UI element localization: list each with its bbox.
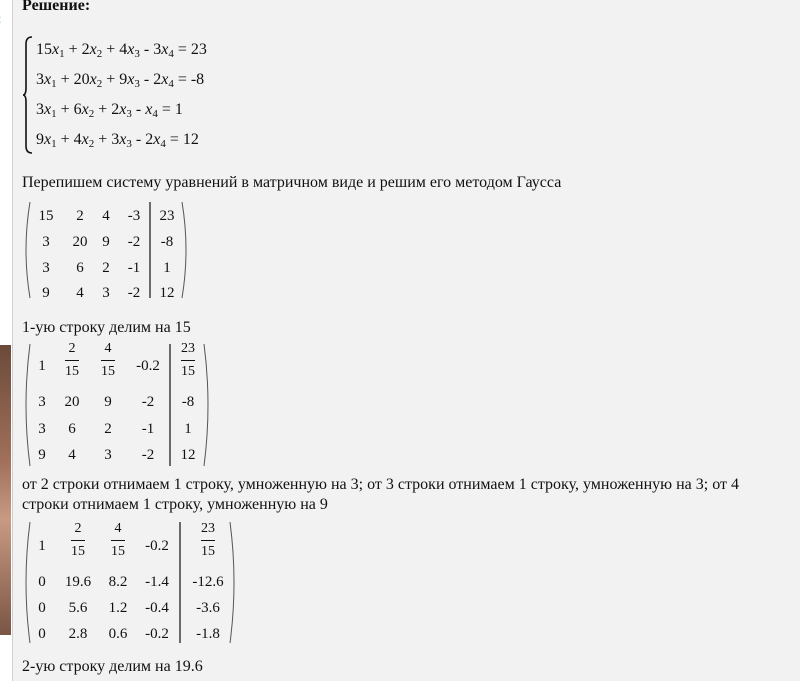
- matrix-initial: [22, 200, 190, 300]
- numerator: 2: [74, 521, 82, 536]
- matrix-cell: 2: [104, 421, 112, 437]
- equation-term: + 3: [94, 131, 120, 148]
- equation-term: - 3: [139, 41, 162, 58]
- variable-index: 3: [134, 48, 140, 60]
- system-brace: [22, 36, 34, 154]
- variable: x: [127, 41, 135, 58]
- matrix-cell: 2: [102, 260, 110, 276]
- matrix-cell-fraction: [201, 520, 215, 561]
- equation-term: - 2: [139, 71, 162, 88]
- matrix-cell: 3: [42, 234, 50, 250]
- matrix-cell: 3: [38, 421, 46, 437]
- variable: x: [44, 101, 52, 118]
- variable-index: 4: [168, 78, 174, 90]
- matrix-cell-fraction: [181, 340, 195, 381]
- denominator: 15: [181, 364, 195, 379]
- variable: x: [119, 101, 127, 118]
- matrix-cell: 20: [64, 394, 80, 410]
- equation-term: = 12: [165, 131, 199, 148]
- fraction-bar: [65, 360, 79, 361]
- equation-term: + 6: [56, 101, 82, 118]
- matrix-cell: 20: [72, 234, 88, 250]
- variable-index: 1: [51, 108, 57, 120]
- variable: x: [127, 71, 135, 88]
- denominator: 15: [201, 544, 215, 559]
- numerator: 23: [201, 521, 215, 536]
- variable: x: [44, 71, 52, 88]
- matrix-cell: -8: [181, 394, 195, 410]
- matrix-cell: 0: [38, 574, 46, 590]
- left-paren: [26, 522, 30, 643]
- denominator: 15: [111, 544, 125, 559]
- equation-term: + 9: [102, 71, 128, 88]
- matrix-cell: -1.8: [196, 626, 220, 642]
- matrix-cell: -0.2: [145, 538, 169, 554]
- variable: x: [145, 101, 153, 118]
- fraction-bar: [201, 540, 215, 541]
- profile-photo: [0, 345, 11, 635]
- step2-text-line2: строки отнимаем 1 строку, умноженную на 9: [22, 496, 328, 513]
- matrix-cell: 12: [159, 285, 175, 301]
- variable-index: 3: [126, 108, 132, 120]
- equation-term: + 2: [94, 101, 120, 118]
- matrix-cell: -2: [127, 234, 141, 250]
- matrix-cell: 1: [38, 538, 46, 554]
- equation-term: -: [131, 101, 146, 118]
- variable-index: 2: [88, 138, 95, 150]
- right-paren: [182, 202, 186, 298]
- matrix-cell: -1.4: [145, 574, 169, 590]
- matrix-cell: 3: [42, 260, 50, 276]
- variable: x: [161, 41, 169, 58]
- numerator: 4: [104, 341, 112, 356]
- equation-term: - 2: [131, 131, 154, 148]
- numerator: 4: [114, 521, 122, 536]
- matrix-cell: 9: [104, 394, 112, 410]
- right-paren: [204, 344, 208, 466]
- matrix-cell: -8: [160, 234, 174, 250]
- matrix-cell: 1: [163, 260, 171, 276]
- variable: x: [153, 131, 161, 148]
- solution-heading: Решение:: [22, 0, 91, 14]
- equation-term: + 2: [64, 41, 90, 58]
- matrix-cell-fraction: [111, 520, 125, 561]
- variable-index: 2: [96, 48, 103, 60]
- matrix-cell: 4: [102, 208, 110, 224]
- matrix-cell: 2.8: [68, 626, 88, 642]
- matrix-cell: 1: [184, 421, 192, 437]
- equation-term: + 4: [56, 131, 82, 148]
- variable-index: 2: [88, 108, 95, 120]
- equation-term: + 20: [56, 71, 90, 88]
- variable-index: 1: [51, 78, 57, 90]
- matrix-cell: 3: [104, 447, 112, 463]
- left-paren: [26, 344, 30, 466]
- matrix-cell-fraction: [71, 520, 85, 561]
- matrix-cell: 0: [38, 626, 46, 642]
- equation-term: 3: [36, 101, 44, 118]
- variable: x: [81, 131, 89, 148]
- matrix-cell-fraction: [101, 340, 115, 381]
- matrix-cell: 15: [38, 208, 54, 224]
- fraction-bar: [181, 360, 195, 361]
- variable: x: [44, 131, 52, 148]
- matrix-cell: 8.2: [108, 574, 128, 590]
- numerator: 2: [68, 341, 76, 356]
- step1-text: 1-ую строку делим на 15: [22, 319, 191, 336]
- matrix-cell: 4: [76, 285, 84, 301]
- equation-term: = 1: [157, 101, 183, 118]
- denominator: 15: [65, 364, 79, 379]
- matrix-cell: -2: [127, 285, 141, 301]
- matrix-cell: -12.6: [192, 574, 224, 590]
- matrix-cell: -0.2: [136, 358, 160, 374]
- equation-term: 9: [36, 131, 44, 148]
- right-paren: [230, 522, 234, 643]
- variable: x: [161, 71, 169, 88]
- matrix-intro-text: Перепишем систему уравнений в матричном виде и решим его методом Гаусса: [22, 174, 562, 191]
- variable: x: [81, 101, 89, 118]
- matrix-cell: -3: [127, 208, 141, 224]
- matrix-cell: 23: [159, 208, 175, 224]
- matrix-cell: 9: [42, 285, 50, 301]
- matrix-cell: 3: [102, 285, 110, 301]
- equation-row: [36, 70, 204, 90]
- step2-text-line1: от 2 строки отнимаем 1 строку, умноженную на 3; от 3 строки отнимаем 1 строку, умноженную на 3; от 4: [22, 476, 739, 493]
- matrix-cell: 5.6: [68, 600, 88, 616]
- matrix-cell: 9: [102, 234, 110, 250]
- denominator: 15: [71, 544, 85, 559]
- fraction-bar: [111, 540, 125, 541]
- matrix-cell: 1.2: [108, 600, 128, 616]
- matrix-cell: 19.6: [64, 574, 92, 590]
- variable-index: 3: [126, 138, 132, 150]
- matrix-cell: -1: [127, 260, 141, 276]
- variable-index: 4: [160, 138, 166, 150]
- matrix-cell: -3.6: [196, 600, 220, 616]
- matrix-cell: 4: [68, 447, 76, 463]
- equation-row: [36, 40, 207, 60]
- variable: x: [119, 131, 127, 148]
- variable-index: 4: [152, 108, 158, 120]
- variable: x: [89, 41, 97, 58]
- variable-index: 3: [134, 78, 140, 90]
- matrix-cell: 1: [38, 358, 46, 374]
- variable: x: [89, 71, 97, 88]
- left-paren: [26, 202, 30, 298]
- numerator: 23: [181, 341, 195, 356]
- matrix-cell: 12: [180, 447, 196, 463]
- left-sidebar-strip: [0, 0, 13, 681]
- matrix-cell: 0: [38, 600, 46, 616]
- matrix-cell-fraction: [65, 340, 79, 381]
- matrix-step1: [22, 342, 212, 468]
- matrix-cell: -0.4: [145, 600, 169, 616]
- variable-index: 1: [51, 138, 57, 150]
- equation-system: [22, 34, 282, 160]
- matrix-cell: 6: [76, 260, 84, 276]
- fraction-bar: [71, 540, 85, 541]
- equation-term: = -8: [173, 71, 205, 88]
- variable-index: 2: [96, 78, 103, 90]
- matrix-cell: 9: [38, 447, 46, 463]
- matrix-step2: [22, 520, 238, 645]
- denominator: 15: [101, 364, 115, 379]
- fraction-bar: [101, 360, 115, 361]
- matrix-cell: 2: [76, 208, 84, 224]
- matrix-cell: -2: [141, 447, 155, 463]
- matrix-cell: -2: [141, 394, 155, 410]
- variable-index: 4: [168, 48, 174, 60]
- equation-term: 15: [36, 41, 52, 58]
- equation-row: [36, 130, 199, 150]
- equation-term: = 23: [173, 41, 207, 58]
- matrix-cell: -0.2: [145, 626, 169, 642]
- equation-term: + 4: [102, 41, 128, 58]
- collapse-arrow-icon[interactable]: [0, 12, 2, 28]
- variable: x: [52, 41, 60, 58]
- matrix-cell: 6: [68, 421, 76, 437]
- equation-term: 3: [36, 71, 44, 88]
- step3-text: 2-ую строку делим на 19.6: [22, 658, 203, 675]
- variable-index: 1: [59, 48, 65, 60]
- matrix-cell: 0.6: [108, 626, 128, 642]
- equation-row: [36, 100, 183, 120]
- matrix-cell: -1: [141, 421, 155, 437]
- matrix-cell: 3: [38, 394, 46, 410]
